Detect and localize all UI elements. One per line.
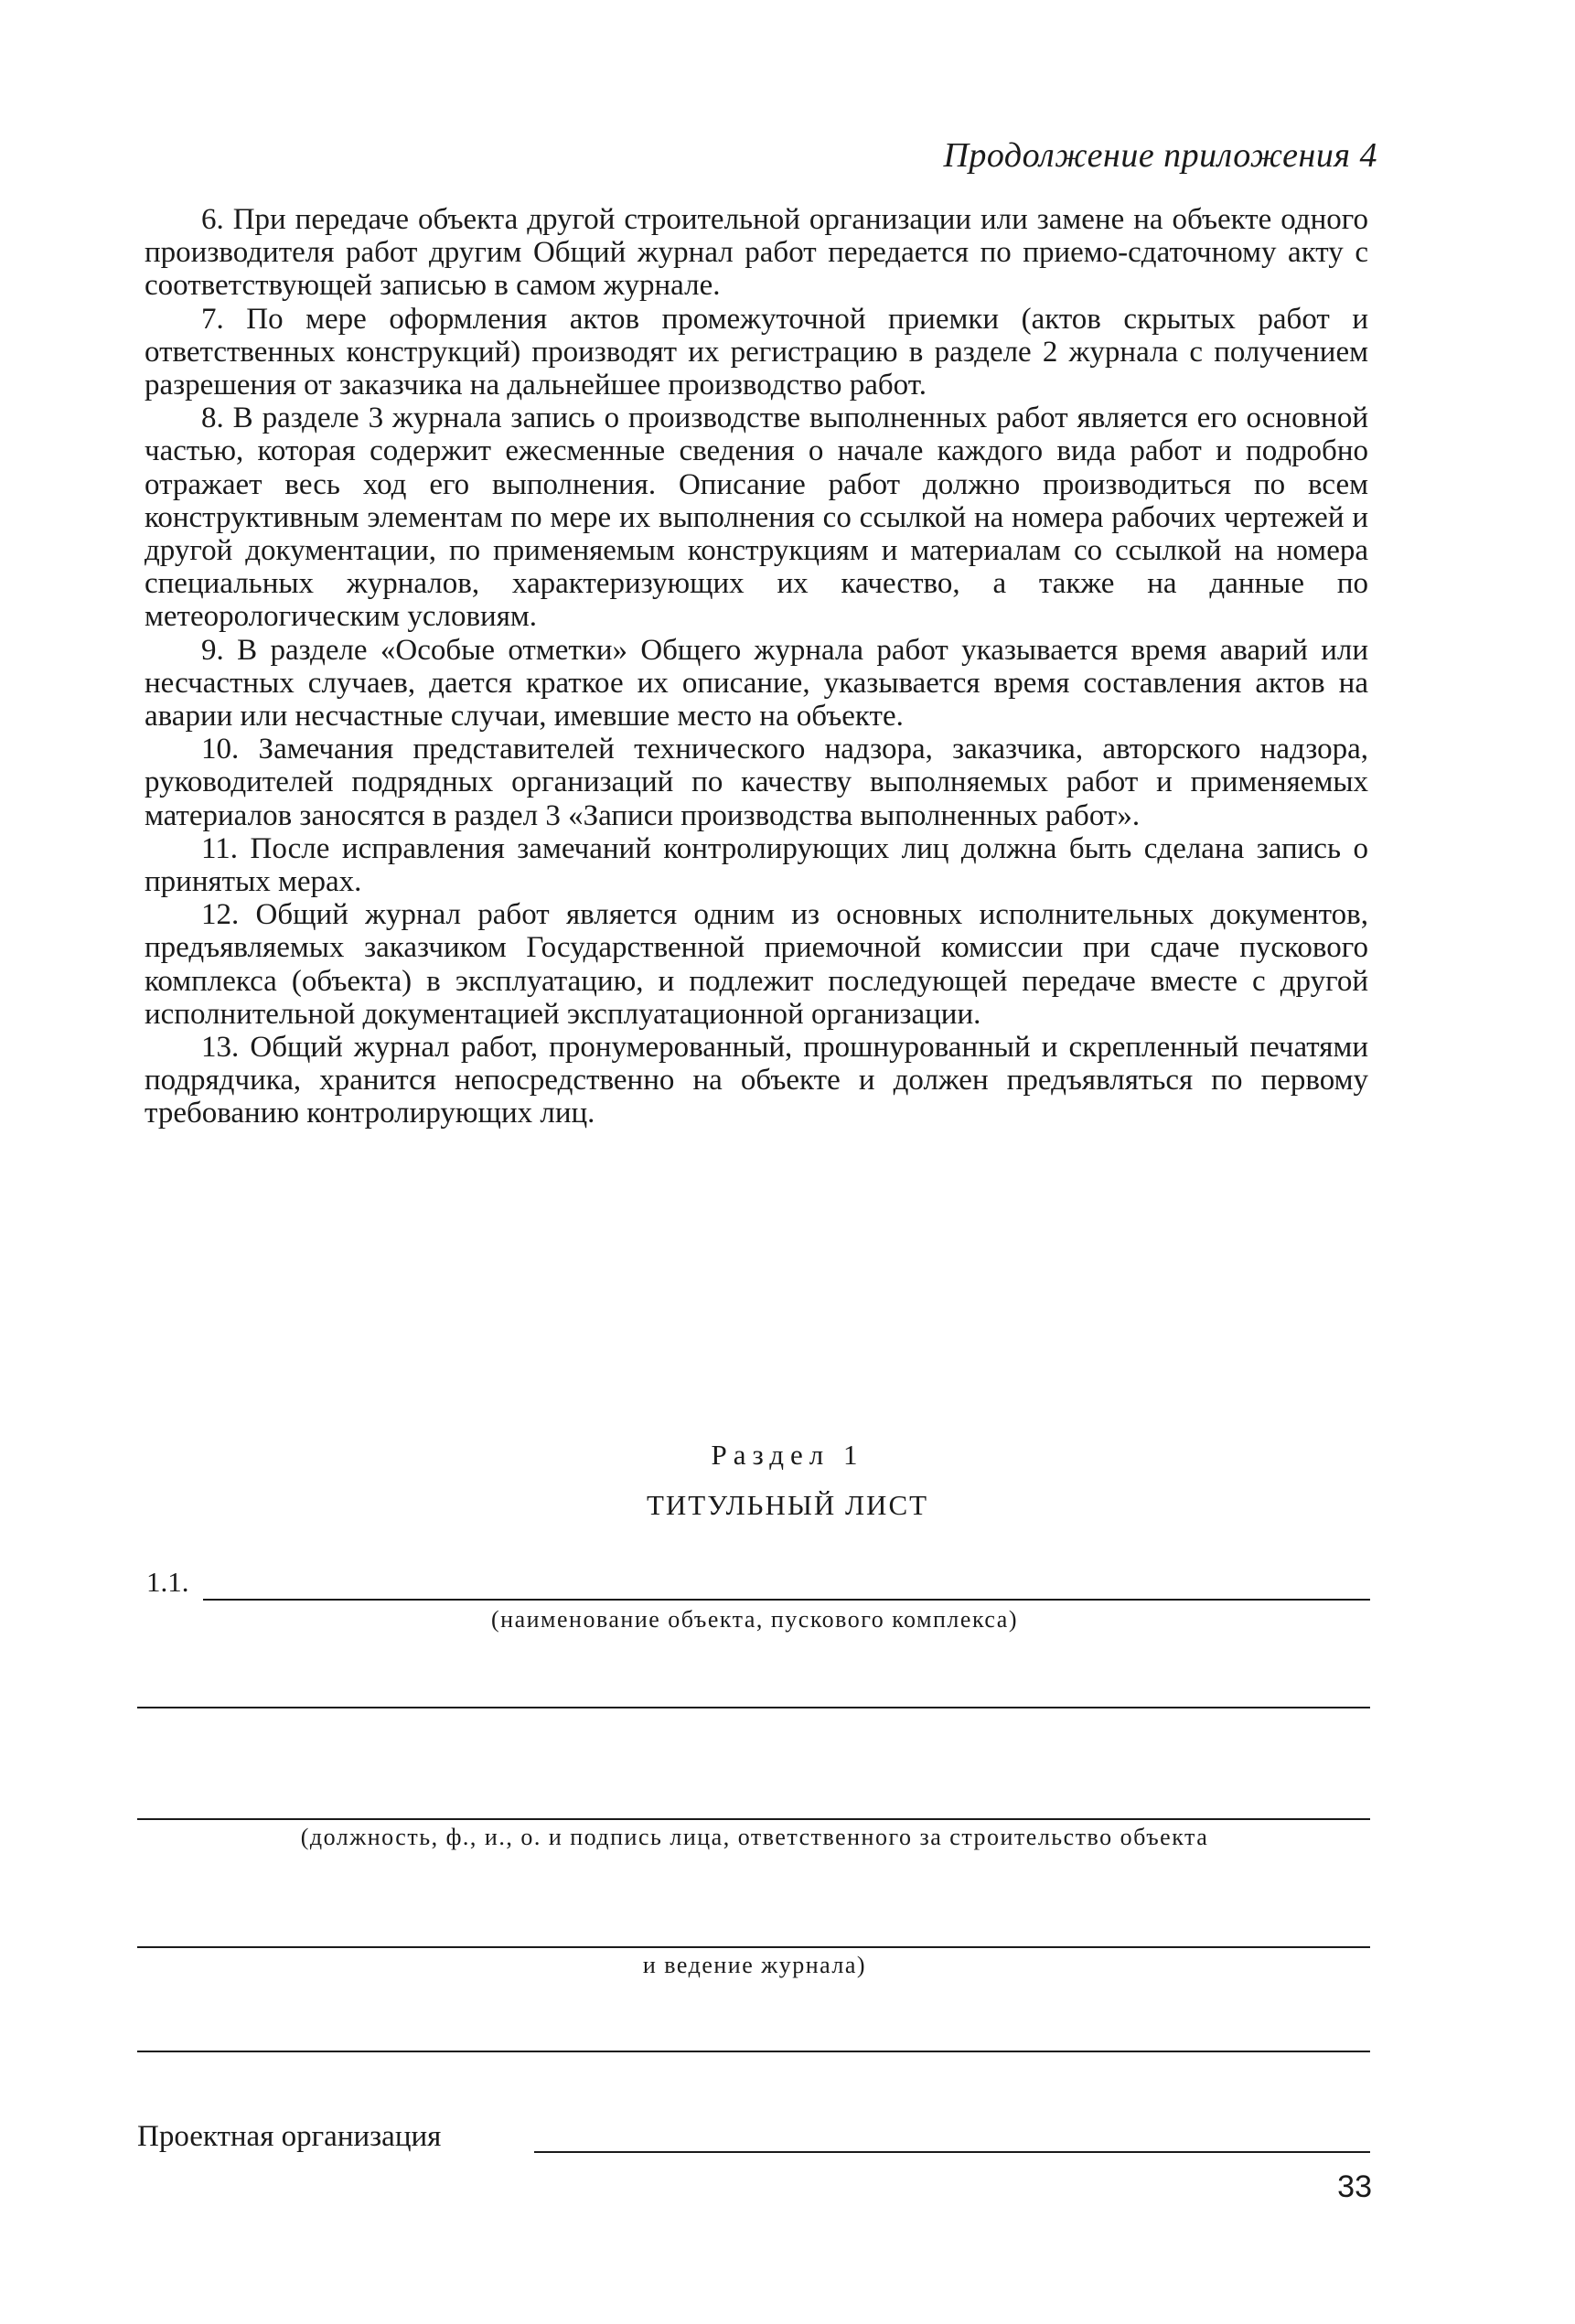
field-number: 1.1. <box>146 1566 189 1598</box>
page-number: 33 <box>1337 2169 1372 2204</box>
object-name-line[interactable] <box>203 1599 1370 1601</box>
section-title: ТИТУЛЬНЫЙ ЛИСТ <box>646 1489 929 1521</box>
paragraph-8: 8. В разделе 3 журнала запись о производстве выполненных работ является его основной частью, которая содержит ежесменные сведения о начале каждого вида работ и подробно отражает весь ход его выполнения. Описание работ должно производиться по всем конструктивным элементам по мере их выполнения со ссылкой на номера рабочих чертежей и другой документации, по применяемым конструкциям и материалам со ссылкой на номера специальных журналов, характеризующих их качество, а также на данные по метеорологическим условиям. <box>145 402 1368 634</box>
continuation-header: Продолжение приложения 4 <box>943 136 1377 175</box>
paragraph-10: 10. Замечания представителей технического надзора, заказчика, авторского надзора, руководителей подрядных организаций по качеству выполняемых работ и применяемых материалов заносятся в раздел 3 «Записи производства выполненных работ». <box>145 733 1368 832</box>
design-organization-label: Проектная организация <box>137 2120 442 2153</box>
object-name-line-2[interactable] <box>137 1707 1370 1708</box>
responsible-person-line-2[interactable] <box>137 1946 1370 1948</box>
paragraph-6: 6. При передаче объекта другой строительной организации или замене на объекте одного производителя работ другим Общий журнал работ передается по приемо-сдаточному акту с соответствующей записью в самом журнале. <box>145 203 1368 303</box>
section-label: Раздел 1 <box>711 1439 864 1471</box>
responsible-person-line[interactable] <box>137 1818 1370 1820</box>
paragraph-11: 11. После исправления замечаний контролирующих лиц должна быть сделана запись о принятых мерах. <box>145 831 1368 899</box>
paragraph-9: 9. В разделе «Особые отметки» Общего журнала работ указывается время аварий или несчастных случаев, дается краткое их описание, указывается время составления актов на аварии или несчастные случаи, имевшие место на объекте. <box>145 633 1368 734</box>
instructions-body <box>145 203 1368 1130</box>
design-organization-line[interactable] <box>534 2151 1370 2153</box>
object-name-caption: (наименование объекта, пускового комплекса) <box>491 1606 1018 1633</box>
paragraph-7: 7. По мере оформления актов промежуточной приемки (актов скрытых работ и ответственных конструкций) производят их регистрацию в разделе 2 журнала с получением разрешения от заказчика на дальнейшее производство работ. <box>145 302 1368 402</box>
responsible-person-caption: (должность, ф., и., о. и подпись лица, ответственного за строительство объекта <box>300 1824 1209 1850</box>
paragraph-12: 12. Общий журнал работ является одним из основных исполнительных документов, предъявляемых заказчиком Государственной приемочной комиссии при сдаче пускового комплекса (объекта) в эксплуатацию, и подлежит последующей передаче вместе с другой исполнительной документацией эксплуатационной организации. <box>145 898 1368 1031</box>
extra-blank-line[interactable] <box>137 2051 1370 2052</box>
paragraph-13: 13. Общий журнал работ, пронумерованный, прошнурованный и скрепленный печатями подрядчика, хранится непосредственно на объекте и должен предъявляться по первому требованию контролирующих лиц. <box>145 1031 1368 1130</box>
journal-keeping-caption: и ведение журнала) <box>642 1952 867 1978</box>
